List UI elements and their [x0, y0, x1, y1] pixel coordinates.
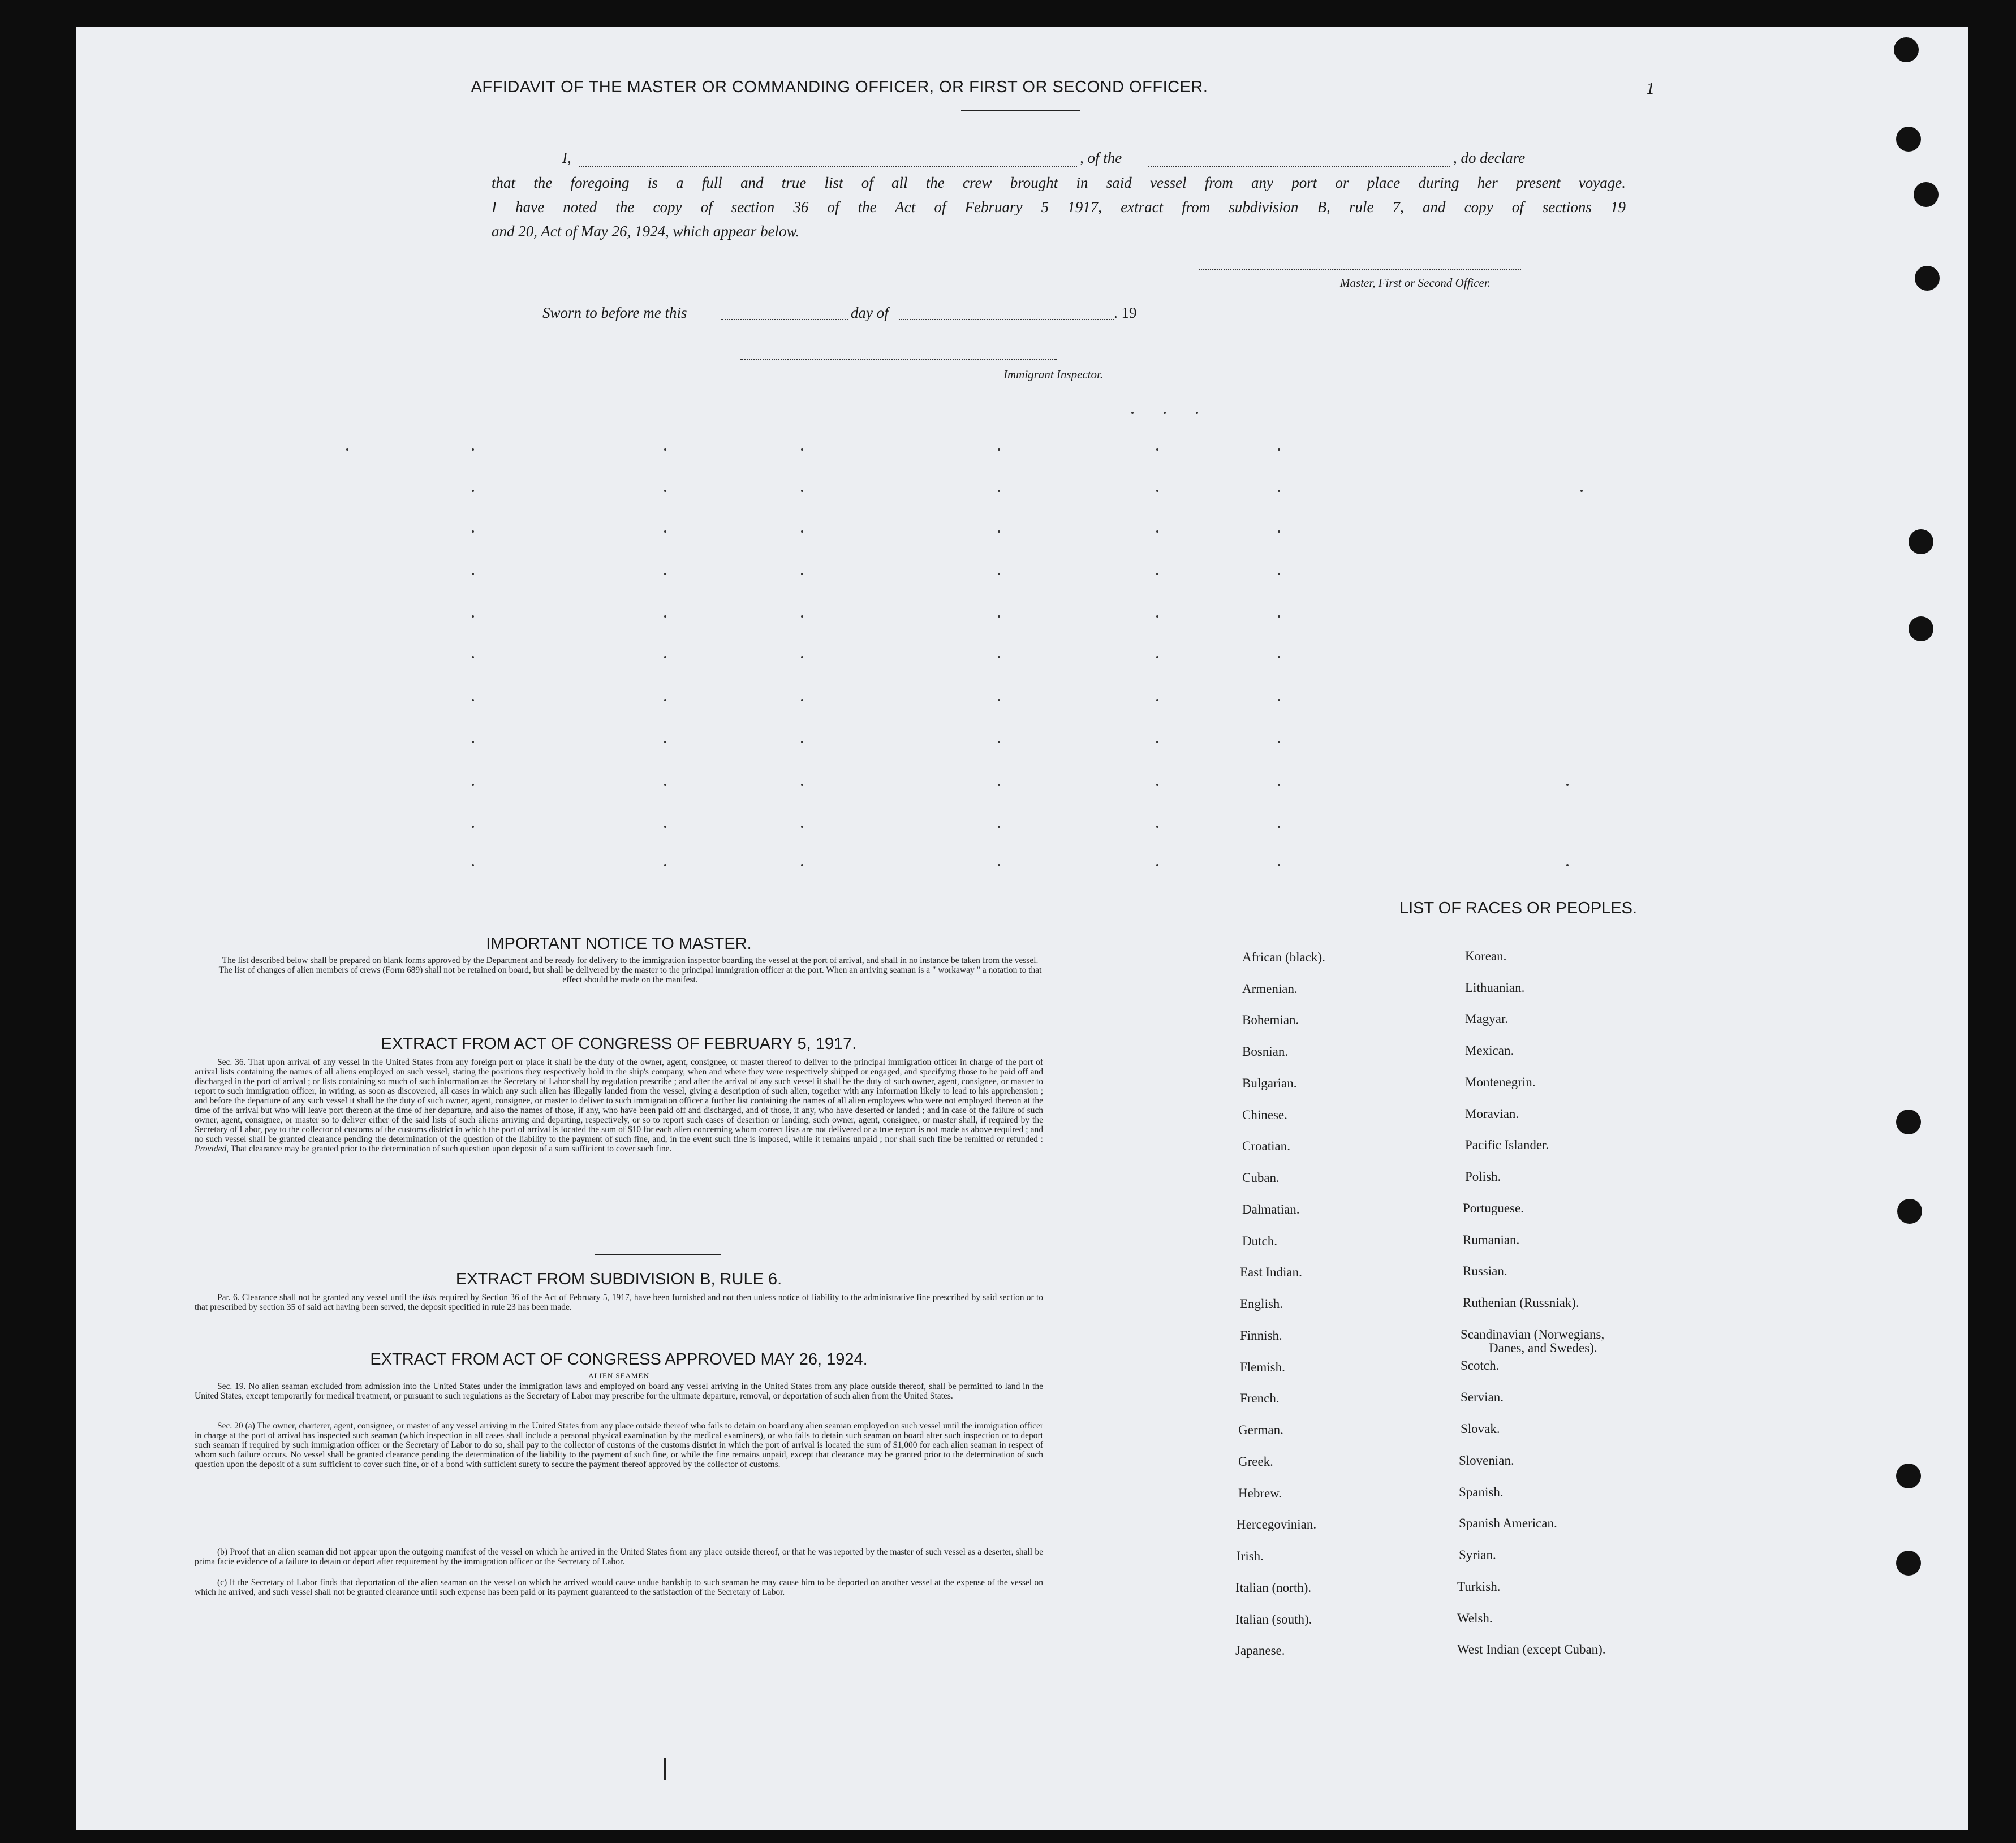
affidavit-title: AFFIDAVIT OF THE MASTER OR COMMANDING OFFICER, OR FIRST OR SECOND OFFICER. — [471, 78, 1208, 96]
declare-label: , do declare — [1453, 149, 1526, 166]
rule6-body — [195, 1293, 1043, 1312]
race-item-continuation: Danes, and Swedes). — [1489, 1341, 1597, 1355]
lists-word: lists — [422, 1293, 437, 1302]
sworn-day-blank[interactable] — [721, 319, 848, 320]
race-item: Servian. — [1461, 1390, 1504, 1404]
punch-hole — [1897, 1199, 1922, 1224]
punch-hole — [1914, 182, 1939, 207]
race-item: Hercegovinian. — [1237, 1517, 1317, 1531]
race-item: Syrian. — [1459, 1548, 1496, 1562]
race-item: Montenegrin. — [1465, 1075, 1536, 1089]
race-item: Croatian. — [1242, 1139, 1290, 1153]
race-item: Welsh. — [1457, 1611, 1493, 1625]
race-item: African (black). — [1242, 950, 1325, 964]
race-item: Korean. — [1465, 949, 1507, 963]
race-item: Italian (south). — [1235, 1612, 1312, 1626]
sworn-line — [542, 304, 1221, 327]
sec19-text: Sec. 19. No alien seaman excluded from admission into the United States under the immigration laws and employed on board any vessel arriving in the United States from any place outside thereof, shall be permitted to land in the United States, except temporarily for medical treatment, or pursuant to such regulations as the Secretary of Labor may prescribe for the ultimate departure, removal, or deportation of such alien from the United States. — [195, 1382, 1043, 1401]
declarant-name-blank[interactable] — [579, 166, 1077, 167]
race-item: Slovenian. — [1459, 1453, 1514, 1468]
document-page — [76, 27, 1968, 1830]
sworn-year-label: . 19 — [1114, 304, 1137, 321]
race-item: Pacific Islander. — [1465, 1138, 1549, 1152]
races-title: LIST OF RACES OR PEOPLES. — [1399, 899, 1638, 917]
punch-hole — [1896, 127, 1921, 152]
extract-1917-divider — [595, 1254, 721, 1255]
notice-title: IMPORTANT NOTICE TO MASTER. — [486, 935, 752, 953]
race-item: French. — [1240, 1391, 1280, 1405]
declaration-line2: that the foregoing is a full and true list of all the crew brought in said vessel from any port or place during her present voyage. — [492, 174, 1626, 191]
race-item: Japanese. — [1235, 1643, 1285, 1658]
day-of-label: day of — [851, 304, 889, 321]
race-item: Russian. — [1463, 1264, 1507, 1278]
master-signature-blank[interactable] — [1199, 269, 1521, 270]
race-item: Spanish American. — [1459, 1516, 1557, 1530]
master-signature-label: Master, First or Second Officer. — [1340, 276, 1491, 290]
inspector-signature-blank[interactable] — [740, 359, 1057, 360]
extract-1917-title: EXTRACT FROM ACT OF CONGRESS OF FEBRUARY 5, 1917. — [381, 1035, 857, 1053]
notice-body: The list described below shall be prepared on blank forms approved by the Department and be ready for delivery to the immigration inspector boarding the vessel at the port of arrival, and shall in no instance be taken from the vessel. The list of changes of alien members of crews (Form 689) shall not be retained on board, but shall be delivered by the master to the principal immigration officer at the port. When an arriving seaman is a " workaway " a notation to that effect should be made on the manifest. — [218, 956, 1042, 985]
race-item: Bulgarian. — [1242, 1076, 1297, 1090]
race-item: Rumanian. — [1463, 1233, 1520, 1247]
race-item: Chinese. — [1242, 1108, 1287, 1122]
race-item: Scandinavian (Norwegians, — [1461, 1327, 1605, 1341]
race-item: Armenian. — [1242, 982, 1298, 996]
race-item: Spanish. — [1459, 1485, 1504, 1499]
rule6-title: EXTRACT FROM SUBDIVISION B, RULE 6. — [455, 1270, 782, 1288]
sworn-label: Sworn to before me this — [542, 304, 687, 321]
inspector-label: Immigrant Inspector. — [1003, 368, 1104, 381]
race-item: East Indian. — [1240, 1265, 1302, 1279]
race-item: Bosnian. — [1242, 1044, 1289, 1059]
punch-hole — [1909, 529, 1933, 554]
race-item: Magyar. — [1465, 1012, 1509, 1026]
vessel-name-blank[interactable] — [1148, 166, 1450, 167]
race-item: Dutch. — [1242, 1234, 1277, 1248]
page-number: 1 — [1646, 79, 1655, 98]
race-item: Lithuanian. — [1465, 981, 1525, 995]
sec36-text: Sec. 36. That upon arrival of any vessel in the United States from any foreign port or place it shall be the duty of the owner, agent, consignee, or master thereof to deliver to the principal immigration officer in charge of the port of arrival lists containing the names of all aliens employed on such vessel, stating the positions they respectively hold in the ship's company, when and where they were respectively shipped or engaged, and specifying those to be paid off and discharged in the port of arrival ; or lists containing so much of such information as the Secretary of Labor shall by regulation prescribe ; and after the arrival of any such vessel it shall be the duty of such owner, agent, consignee, or master to report to such immigration officer, in writing, as soon as discovered, all cases in which any such alien has illegally landed from the vessel, giving a description of such alien, together with any information likely to lead to his apprehension ; and before the departure of any such vessel it shall be the duty of such owner, agent, consignee, or master to deliver to such immigration officer a further list containing the names of all alien employees who were not employed thereon at the time of the arrival but who will leave port thereon at the time of her departure, and also the names of those, if any, who have been paid off and discharged, and of those, if any, who have deserted or landed ; and in case of the failure of such owner, agent, consignee, or master so to deliver either of the said lists of such aliens arriving and departing, respectively, or so to report such cases of desertion or landing, such owner, agent, consignee, or master shall, if required by the Secretary of Labor, pay to the collector of customs of the customs district in which the port of arrival is located the sum of $10 for each alien concerning whom correct lists are not delivered or a true report is not made as above required ; and no such vessel shall be granted clearance pending the determination of the question of the liability to the payment of such fine, and, in the event such fine is imposed, while it remains unpaid ; nor shall such fine be remitted or refunded : — [195, 1058, 1043, 1144]
race-item: Finnish. — [1240, 1328, 1282, 1343]
race-item: Ruthenian (Russniak). — [1463, 1296, 1579, 1310]
extract-1917-body — [195, 1058, 1043, 1154]
race-item: Irish. — [1237, 1549, 1264, 1563]
race-item: Cuban. — [1242, 1171, 1280, 1185]
title-underline — [961, 110, 1080, 111]
punch-hole — [1896, 1551, 1921, 1576]
race-item: West Indian (except Cuban). — [1457, 1642, 1606, 1656]
punch-hole — [1894, 37, 1919, 62]
race-item: Bohemian. — [1242, 1013, 1299, 1027]
declaration-line4: and 20, Act of May 26, 1924, which appear below. — [492, 223, 800, 240]
punch-hole — [1909, 616, 1933, 641]
race-item: Portuguese. — [1463, 1201, 1524, 1215]
race-item: Greek. — [1238, 1454, 1273, 1469]
sec36-text-end: That clearance may be granted prior to the determination of such question upon deposit of a sum sufficient to cover such fine. — [230, 1144, 672, 1154]
race-item: Turkish. — [1457, 1579, 1501, 1594]
race-item: Scotch. — [1461, 1358, 1500, 1372]
scan-mark — [664, 1758, 666, 1780]
vessel-label: , of the — [1080, 149, 1122, 166]
sworn-month-blank[interactable] — [899, 319, 1114, 320]
race-item: Dalmatian. — [1242, 1202, 1300, 1216]
race-item: German. — [1238, 1423, 1283, 1437]
extract-1924-title: EXTRACT FROM ACT OF CONGRESS APPROVED MAY 26, 1924. — [370, 1350, 868, 1369]
race-item: English. — [1240, 1297, 1283, 1311]
punch-hole — [1896, 1464, 1921, 1488]
par6-text-end: required by Section 36 of the Act of February 5, 1917, have been furnished and not then unless notice of liability to the administrative fine prescribed by said section or to that prescribed by section 35 of said act having been served, the deposit specified in rule 23 has been made. — [195, 1293, 1044, 1312]
declarant-label: I, — [562, 149, 571, 166]
sec20b-text: (b) Proof that an alien seaman did not appear upon the outgoing manifest of the vessel on which he arrived in the United States from any place outside thereof, or that he was reported by the master of such vessel as a deserter, shall be prima facie evidence of a failure to detain or deport after requirement by the immigration officer or the Secretary of Labor. — [195, 1547, 1043, 1566]
race-item: Hebrew. — [1238, 1486, 1282, 1500]
par6-text: Par. 6. Clearance shall not be granted any vessel until the — [217, 1293, 420, 1302]
race-item: Polish. — [1465, 1169, 1501, 1184]
race-item: Mexican. — [1465, 1043, 1514, 1058]
sec20a-text: Sec. 20 (a) The owner, charterer, agent, consignee, or master of any vessel arriving in the United States from any place outside thereof who fails to detain on board any alien seaman employed on such vessel until the immigration officer in charge at the port of arrival has inspected such seaman (which inspection in all cases shall include a personal physical examination by the medical examiners), or who fails to detain such seaman on board after such inspection or to deport such seaman if required by such immigration officer or the Secretary of Labor to do so, shall pay to the collector of customs of the customs district in which the port of arrival is located the sum of $1,000 for each alien seaman in respect of whom such failure occurs. No vessel shall be granted clearance pending the determination of the liability to the payment of such fine, or while the fine remains unpaid, except that clearance may be granted prior to the determination of such question upon the deposit of a sum sufficient to cover such fine, or of a bond with sufficient surety to secure the payment thereof approved by the collector of customs. — [195, 1421, 1043, 1469]
punch-hole — [1896, 1110, 1921, 1134]
sec20c-text: (c) If the Secretary of Labor finds that deportation of the alien seaman on the vessel on which he arrived would cause undue hardship to such seaman he may cause him to be deported on another vessel at the expense of the vessel on which he arrived, and such vessel shall not be granted clearance until such expense has been paid or its payment guaranteed to the satisfaction of the Secretary of Labor. — [195, 1578, 1043, 1597]
race-item: Italian (north). — [1235, 1581, 1312, 1595]
alien-seamen-subtitle: ALIEN SEAMEN — [588, 1371, 649, 1380]
race-item: Slovak. — [1461, 1422, 1500, 1436]
race-item: Flemish. — [1240, 1360, 1285, 1374]
declaration-line3: I have noted the copy of section 36 of the Act of February 5 1917, extract from subdivision B, rule 7, and copy of sections 19 — [492, 198, 1626, 215]
race-item: Moravian. — [1465, 1107, 1519, 1121]
provided-word: Provided, — [195, 1144, 229, 1154]
declaration-line1 — [562, 149, 1626, 172]
punch-hole — [1915, 266, 1940, 291]
